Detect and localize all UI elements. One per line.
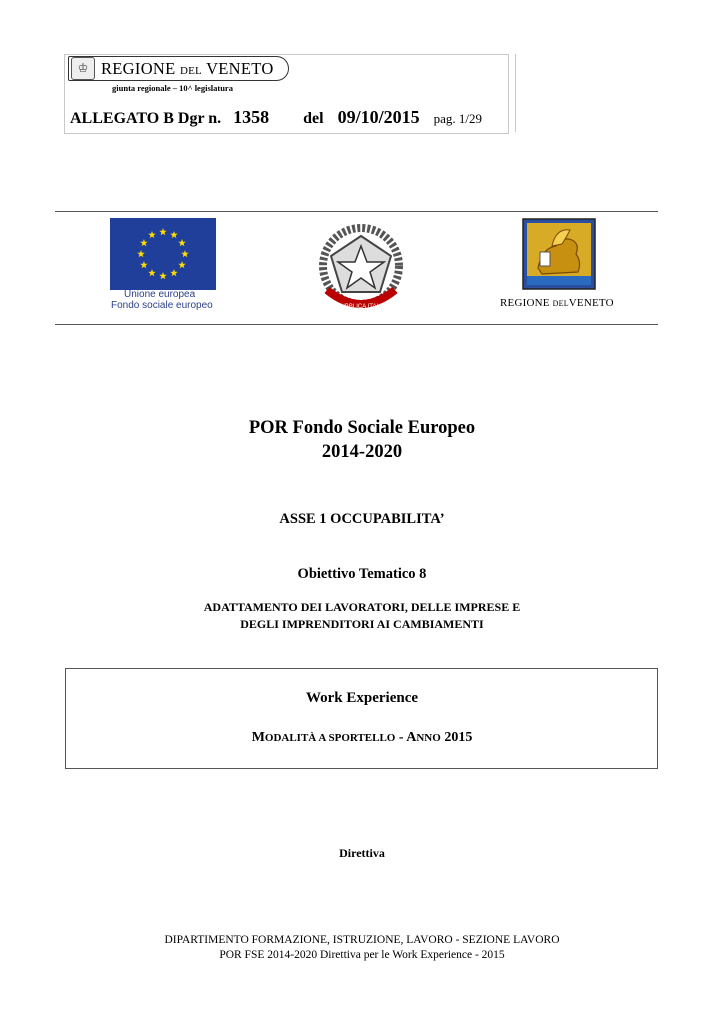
- regione-veneto-label: REGIONE DELVENETO: [500, 297, 614, 309]
- allegato-label: ALLEGATO B Dgr n.: [70, 110, 222, 127]
- top-rule: [55, 211, 658, 212]
- allegato-line: [70, 107, 482, 128]
- document-title: POR Fondo Sociale Europeo: [248, 418, 476, 438]
- regione-veneto-header-logo: [68, 56, 289, 81]
- modalita-line: MODALITÀ A SPORTELLO - ANNO 2015: [251, 730, 473, 745]
- bottom-rule: [55, 324, 658, 325]
- emblem-text: REPUBBLICA ITALIANA: [328, 304, 394, 310]
- venetian-lion-icon: [522, 218, 596, 290]
- page-number: pag. 1/29: [433, 111, 483, 126]
- dgr-date: 09/10/2015: [337, 107, 420, 127]
- fse-label: Fondo sociale europeo: [111, 300, 213, 311]
- adattamento-line-2: DEGLI IMPRENDITORI AI CAMBIAMENTI: [240, 617, 484, 631]
- footer-line-1: DIPARTIMENTO FORMAZIONE, ISTRUZIONE, LAVORO - SEZIONE LAVORO: [164, 934, 560, 946]
- document-years: 2014-2020: [321, 442, 403, 462]
- obiettivo-heading: Obiettivo Tematico 8: [297, 566, 427, 582]
- direttiva-label: Direttiva: [339, 846, 385, 860]
- footer-line-2: POR FSE 2014-2020 Direttiva per le Work Experience - 2015: [219, 949, 505, 961]
- logo-text: REGIONE DEL VENETO: [101, 58, 274, 78]
- work-experience-box: [65, 668, 658, 769]
- eu-label: Unione europea: [124, 289, 196, 300]
- header-divider: [515, 54, 519, 132]
- italian-emblem-icon: [313, 220, 409, 316]
- giunta-label: giunta regionale – 10^ legislatura: [112, 83, 233, 93]
- adattamento-line-1: ADATTAMENTO DEI LAVORATORI, DELLE IMPRESE E: [203, 600, 521, 614]
- del-label: del: [303, 110, 324, 127]
- dgr-number: 1358: [233, 107, 270, 127]
- regional-crest-icon: ♔: [71, 57, 95, 80]
- work-experience-title: Work Experience: [305, 690, 419, 706]
- eu-flag-icon: [110, 218, 216, 290]
- asse-heading: ASSE 1 OCCUPABILITA’: [279, 511, 445, 527]
